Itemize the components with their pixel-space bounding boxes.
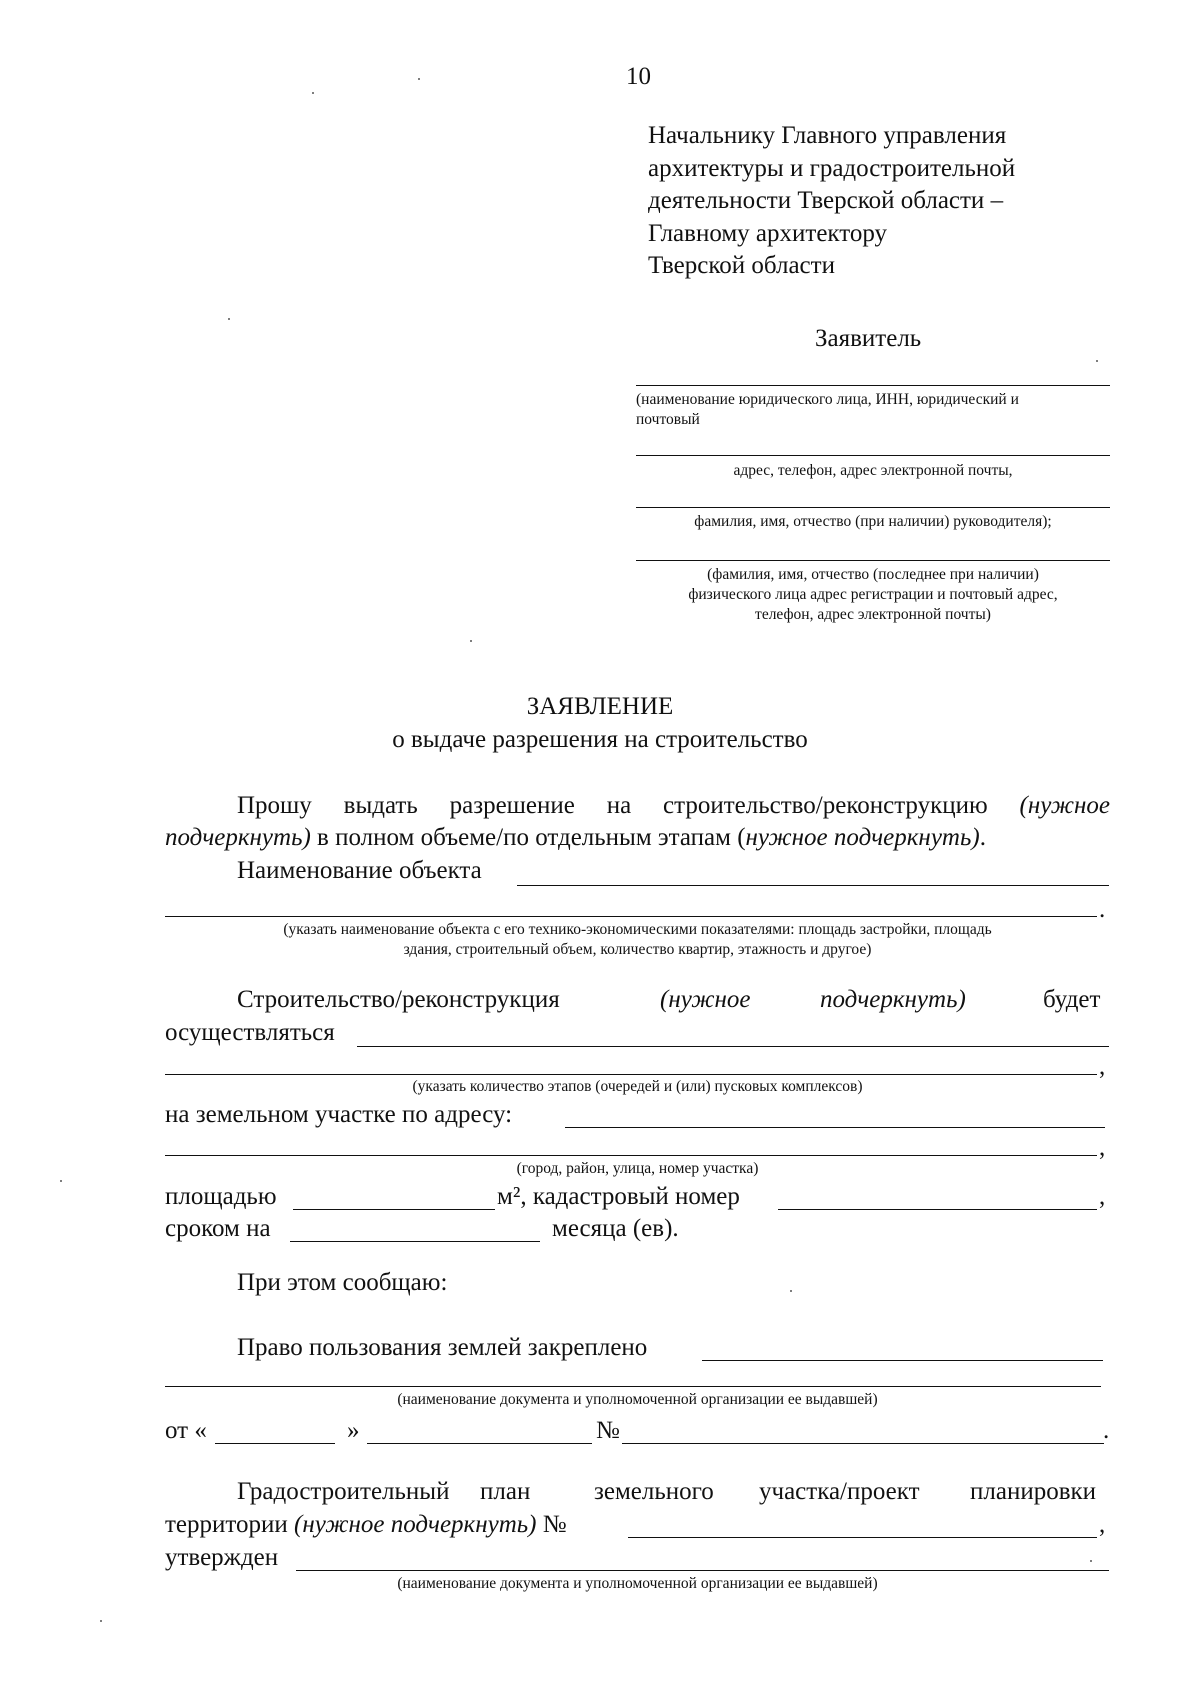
land-right-label: Право пользования землей закреплено <box>237 1334 648 1361</box>
construction-word: будет <box>1043 986 1101 1013</box>
construction-word: Строительство/реконструкция <box>237 986 560 1013</box>
applicant-field-line[interactable] <box>636 385 1110 386</box>
approved-hint: (наименование документа и уполномоченной организации ее выдавшей) <box>397 1575 878 1592</box>
stages-field[interactable] <box>357 1046 1109 1047</box>
addressee-line: Тверской области <box>648 252 835 279</box>
gpzu-word: планировки <box>970 1478 1097 1505</box>
address-comma: , <box>1099 1134 1106 1161</box>
date-close-quote: » <box>347 1417 360 1444</box>
addressee-line: деятельности Тверской области – <box>648 187 1004 214</box>
gpzu-italic: (нужное подчеркнуть) <box>294 1511 537 1538</box>
stages-comma: , <box>1099 1053 1106 1080</box>
applicant-field-line[interactable] <box>636 507 1110 508</box>
document-number-field[interactable] <box>622 1443 1104 1444</box>
address-field[interactable] <box>565 1127 1105 1128</box>
object-hint: (указать наименование объекта с его технико-экономическими показателями: площадь застройки, площадь <box>283 921 992 938</box>
construction-italic: (нужное <box>660 986 751 1013</box>
addressee-line: Начальнику Главного управления <box>648 122 1007 149</box>
area-unit: м², кадастровый номер <box>497 1183 740 1210</box>
term-label: сроком на <box>165 1215 271 1242</box>
area-field[interactable] <box>293 1209 495 1210</box>
applicant-hint: (фамилия, имя, отчество (последнее при наличии) <box>707 566 1039 583</box>
document-title: ЗАЯВЛЕНИЕ <box>526 693 674 720</box>
address-label: на земельном участке по адресу: <box>165 1101 513 1128</box>
term-field[interactable] <box>290 1241 540 1242</box>
stages-field-2[interactable] <box>165 1074 1097 1075</box>
stages-hint: (указать количество этапов (очередей и (или) пусковых комплексов) <box>412 1078 863 1095</box>
area-comma: , <box>1099 1183 1106 1210</box>
date-month-year-field[interactable] <box>367 1443 592 1444</box>
request-text: в полном объеме/по отдельным этапам ( <box>317 824 746 851</box>
approved-label: утвержден <box>165 1544 279 1571</box>
construction-italic: подчеркнуть) <box>820 986 966 1013</box>
request-paragraph-line <box>165 791 1110 821</box>
applicant-hint: фамилия, имя, отчество (при наличии) руководителя); <box>694 513 1052 530</box>
request-italic: (нужное <box>1019 792 1111 819</box>
object-period: . <box>1099 896 1106 923</box>
addressee-line: архитектуры и градостроительной <box>648 154 1016 182</box>
applicant-hint: физического лица адрес регистрации и почтовый адрес, <box>688 586 1058 603</box>
object-hint: здания, строительный объем, количество квартир, этажность и другое) <box>403 941 872 958</box>
address-hint: (город, район, улица, номер участка) <box>516 1160 759 1177</box>
land-right-field-2[interactable] <box>165 1386 1101 1387</box>
request-text: . <box>979 824 986 851</box>
term-unit: месяца (ев). <box>552 1215 679 1242</box>
address-field-2[interactable] <box>165 1155 1097 1156</box>
gpzu-word: участка/проект <box>759 1478 920 1505</box>
applicant-hint: адрес, телефон, адрес электронной почты, <box>733 462 1013 479</box>
applicant-field-line[interactable] <box>636 455 1110 456</box>
land-right-field[interactable] <box>702 1360 1103 1361</box>
gpzu-word: земельного <box>594 1478 714 1505</box>
page-number: 10 <box>626 63 651 90</box>
area-label: площадью <box>165 1183 277 1210</box>
addressee-line: Главному архитектору <box>648 219 888 247</box>
applicant-hint: телефон, адрес электронной почты) <box>755 606 991 623</box>
construction-carry-out: осуществляться <box>165 1019 335 1046</box>
approved-field[interactable] <box>296 1570 1109 1571</box>
object-label: Наименование объекта <box>237 857 482 884</box>
date-day-field[interactable] <box>215 1443 335 1444</box>
gpzu-number-sign: № <box>542 1511 567 1538</box>
addressee-block <box>648 120 1015 283</box>
number-sign: № <box>596 1417 620 1444</box>
request-italic: подчеркнуть) <box>165 824 311 851</box>
document-subtitle: о выдаче разрешения на строительство <box>392 726 808 753</box>
gpzu-line2 <box>165 1510 567 1540</box>
gpzu-number-field[interactable] <box>628 1537 1097 1538</box>
inform-text: При этом сообщаю: <box>237 1269 448 1296</box>
cadastral-number-field[interactable] <box>778 1209 1097 1210</box>
applicant-field-line[interactable] <box>636 560 1110 561</box>
request-text: Прошу выдать разрешение на строительство/реконструкцию <box>237 792 988 819</box>
date-period: . <box>1103 1417 1110 1444</box>
date-from: от « <box>165 1417 207 1444</box>
object-name-field-2[interactable] <box>165 916 1097 917</box>
gpzu-word: Градостроительный <box>237 1478 450 1505</box>
land-doc-hint: (наименование документа и уполномоченной организации ее выдавшей) <box>397 1391 878 1408</box>
object-name-field[interactable] <box>517 885 1109 886</box>
applicant-hint: почтовый <box>636 411 700 428</box>
request-italic: нужное подчеркнуть) <box>745 824 980 851</box>
applicant-label: Заявитель <box>815 325 922 352</box>
request-paragraph-line <box>165 823 986 853</box>
gpzu-word: план <box>480 1478 531 1505</box>
gpzu-territory: территории <box>165 1511 288 1538</box>
applicant-hint: (наименование юридического лица, ИНН, юридический и <box>636 391 1019 408</box>
gpzu-comma: , <box>1099 1511 1106 1538</box>
